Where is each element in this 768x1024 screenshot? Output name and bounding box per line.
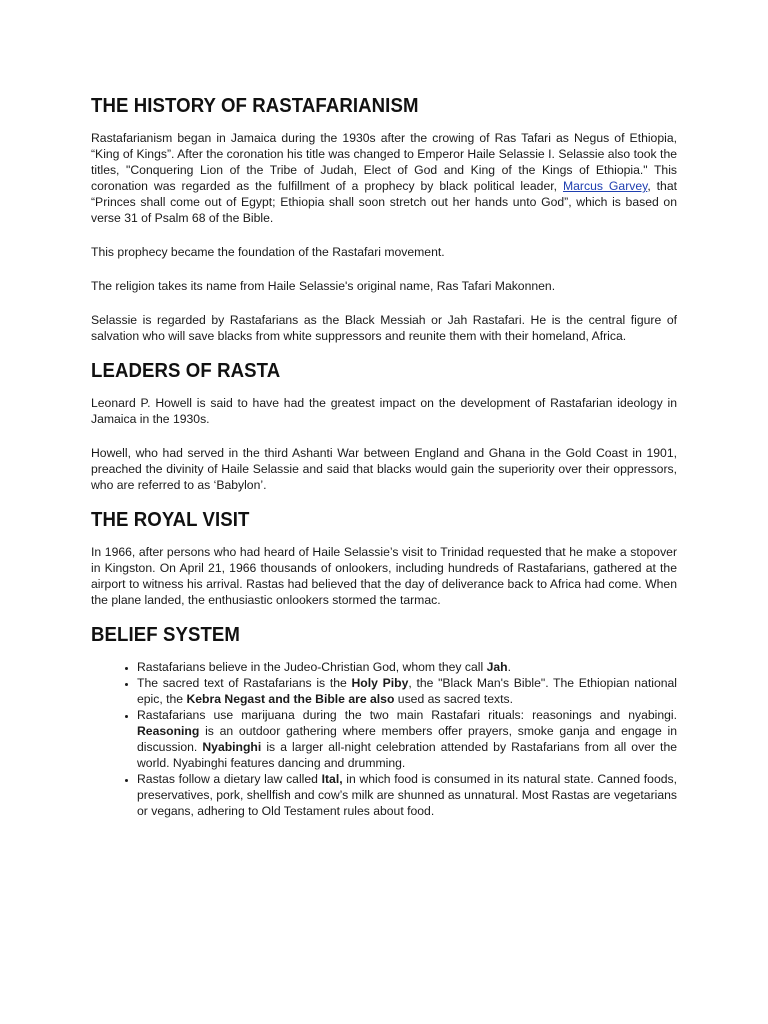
list-item: • The sacred text of Rastafarians is the Holy Piby, the "Black Man's Bible". The Ethiopian national epic, the Kebra Negast and the Bible are also used as sacred texts. (137, 675, 677, 707)
paragraph-messiah: Selassie is regarded by Rastafarians as the Black Messiah or Jah Rastafari. He is the central figure of salvation who will save blacks from white suppressors and reunite them with their homeland, Africa. (91, 313, 677, 343)
heading-leaders: LEADERS OF RASTA (91, 360, 281, 382)
paragraph-name-origin: The religion takes its name from Haile Selassie's original name, Ras Tafari Makonnen. (91, 279, 556, 293)
document-body (91, 94, 677, 819)
list-item: • Rastafarians use marijuana during the two main Rastafari rituals: reasonings and nyabingi. Reasoning is an outdoor gathering where members offer prayers, smoke ganja and engage in discussion. Nyabinghi is a larger all-night celebration attended by Rastafarians from all over the world. Nyabinghi features dancing and drumming. (137, 707, 677, 771)
paragraph-history-intro: Rastafarianism began in Jamaica during the 1930s after the crowing of Ras Tafari as Negus of Ethiopia, “King of Kings”. After the coronation his title was changed to Emperor Haile Selassie I. Selassie also took the titles, "Conquering Lion of the Tribe of Judah, Elect of God and King of the Kings of Ethiopia." This coronation was regarded as the fulfillment of a prophecy by black political leader, Marcus Garvey, that “Princes shall come out of Egypt; Ethiopia shall soon stretch out her hands unto God”, which is based on verse 31 of Psalm 68 of the Bible. (91, 131, 678, 225)
belief-list (91, 659, 677, 819)
paragraph-prophecy: This prophecy became the foundation of the Rastafari movement. (91, 245, 445, 259)
list-item: • Rastafarians believe in the Judeo-Christian God, whom they call Jah. (137, 659, 677, 675)
paragraph-howell-impact: Leonard P. Howell is said to have had the greatest impact on the development of Rastafarian ideology in Jamaica in the 1930s. (91, 396, 677, 426)
paragraph-howell-background: Howell, who had served in the third Ashanti War between England and Ghana in the Gold Coast in 1901, preached the divinity of Haile Selassie and said that blacks would gain the superiority over their oppressors, who are referred to as ‘Babylon’. (91, 446, 677, 492)
heading-belief-system: BELIEF SYSTEM (91, 624, 241, 646)
paragraph-royal-visit: In 1966, after persons who had heard of Haile Selassie’s visit to Trinidad requested that he make a stopover in Kingston. On April 21, 1966 thousands of onlookers, including hundreds of Rastafarians, gathered at the airport to witness his arrival. Rastas had believed that the day of deliverance back to Africa had come. When the plane landed, the enthusiastic onlookers stormed the tarmac. (91, 545, 677, 607)
list-item: • Rastas follow a dietary law called Ital, in which food is consumed in its natural state. Canned foods, preservatives, pork, shellfish and cow’s milk are shunned as unnatural. Most Rastas are vegetarians or vegans, adhering to Old Testament rules about food. (137, 771, 677, 819)
marcus-garvey-link[interactable]: Marcus Garvey (563, 179, 648, 193)
heading-history: THE HISTORY OF RASTAFARIANISM (91, 95, 419, 117)
heading-royal-visit: THE ROYAL VISIT (91, 509, 250, 531)
